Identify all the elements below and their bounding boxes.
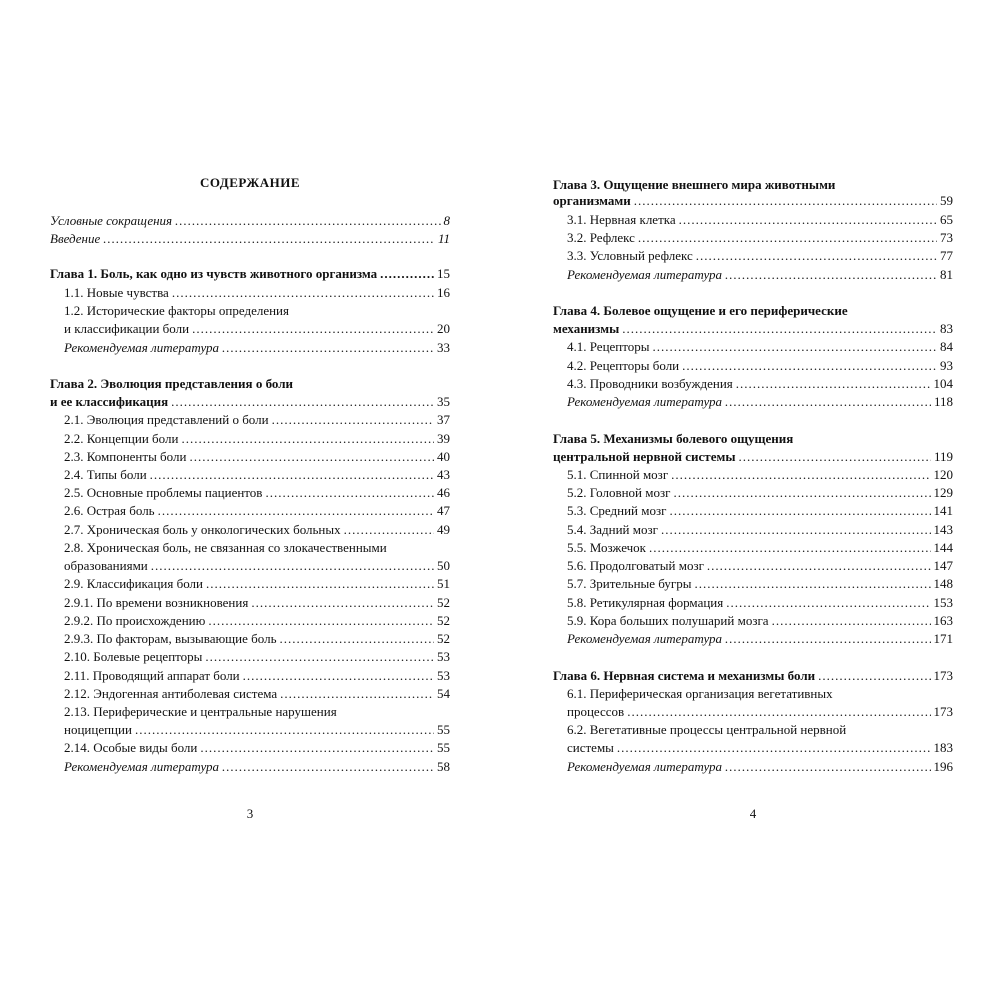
toc-entry: 5.9. Кора больших полушарий мозга ..... 163 [567,612,953,630]
toc-entry: 1.1. Новые чувства ..... 16 [64,284,450,302]
toc-entry: 5.5. Мозжечок ..... 144 [567,539,953,557]
chapter-5-heading: Глава 5. Механизмы болевого ощущения [553,431,794,446]
recommended-literature: Рекомендуемая литература ..... 171 [567,630,953,648]
chapter-5-heading-cont: центральной нервной системы ..... 119 [553,448,953,466]
recommended-literature: Рекомендуемая литература ..... 118 [567,393,953,411]
toc-entry: 2.7. Хроническая боль у онкологических больных ..... 49 [64,521,450,539]
toc-entry: 2.9.1. По времени возникновения ..... 52 [64,594,450,612]
chapter-3-heading-cont: организмами ..... 59 [553,192,953,210]
toc-entry: 5.7. Зрительные бугры ..... 148 [567,575,953,593]
toc-entry-line: 6.2. Вегетативные процессы центральной нервной [567,722,847,737]
toc-entry: 5.8. Ретикулярная формация ..... 153 [567,594,953,612]
toc-entry: 4.2. Рецепторы боли ..... 93 [567,357,953,375]
toc-entry-line: 2.13. Периферические и центральные нарушения [64,704,337,719]
toc-entry: 2.4. Типы боли ..... 43 [64,466,450,484]
toc-entry: образованиями ..... 50 [64,557,450,575]
toc-entry: ноцицепции ..... 55 [64,721,450,739]
toc-entry: 4.1. Рецепторы ..... 84 [567,338,953,356]
recommended-literature: Рекомендуемая литература ..... 58 [64,758,450,776]
toc-entry: 2.2. Концепции боли ..... 39 [64,430,450,448]
chapter-4-heading: Глава 4. Болевое ощущение и его периферические [553,303,848,318]
toc-entry-line: 2.8. Хроническая боль, не связанная со злокачественными [64,540,387,555]
toc-entry: 2.14. Особые виды боли ..... 55 [64,739,450,757]
toc-entry: 5.4. Задний мозг ..... 143 [567,521,953,539]
toc-entry: 2.11. Проводящий аппарат боли ..... 53 [64,667,450,685]
toc-entry: 5.1. Спинной мозг ..... 120 [567,466,953,484]
chapter-6-heading: Глава 6. Нервная система и механизмы боли ..... 173 [553,667,953,685]
toc-entry: системы ..... 183 [567,739,953,757]
page-number: 4 [749,806,757,821]
toc-entry: 3.1. Нервная клетка ..... 65 [567,211,953,229]
page-number: 3 [246,806,254,821]
toc-entry: Условные сокращения ..... 8 [50,212,450,230]
toc-entry: 2.9.3. По факторам, вызывающие боль ..... 52 [64,630,450,648]
chapter-3-heading: Глава 3. Ощущение внешнего мира животными [553,177,836,192]
recommended-literature: Рекомендуемая литература ..... 196 [567,758,953,776]
toc-title: СОДЕРЖАНИЕ [199,175,301,190]
toc-entry: 2.5. Основные проблемы пациентов ..... 46 [64,484,450,502]
toc-entry: 3.2. Рефлекс ..... 73 [567,229,953,247]
toc-entry-line: 6.1. Периферическая организация вегетативных [567,686,833,701]
toc-entry: 2.1. Эволюция представлений о боли ..... 37 [64,411,450,429]
toc-entry: 2.10. Болевые рецепторы ..... 53 [64,648,450,666]
toc-entry: Введение ..... 11 [50,230,450,248]
toc-entry: 2.12. Эндогенная антиболевая система ..... 54 [64,685,450,703]
recommended-literature: Рекомендуемая литература ..... 33 [64,339,450,357]
toc-entry: 2.9. Классификация боли ..... 51 [64,575,450,593]
toc-entry: 4.3. Проводники возбуждения ..... 104 [567,375,953,393]
toc-entry: 2.9.2. По происхождению ..... 52 [64,612,450,630]
chapter-2-heading: Глава 2. Эволюция представления о боли [50,376,294,391]
toc-entry: 2.6. Острая боль ..... 47 [64,502,450,520]
toc-entry: процессов ..... 173 [567,703,953,721]
toc-entry: и классификации боли ..... 20 [64,320,450,338]
chapter-1-heading: Глава 1. Боль, как одно из чувств животного организма ..... 15 [50,265,450,283]
toc-entry: 5.2. Головной мозг ..... 129 [567,484,953,502]
toc-entry: 5.6. Продолговатый мозг ..... 147 [567,557,953,575]
toc-entry: 3.3. Условный рефлекс ..... 77 [567,247,953,265]
toc-entry: 5.3. Средний мозг ..... 141 [567,502,953,520]
chapter-4-heading-cont: механизмы ..... 83 [553,320,953,338]
recommended-literature: Рекомендуемая литература ..... 81 [567,266,953,284]
toc-entry-line: 1.2. Исторические факторы определения [64,303,289,318]
chapter-2-heading-cont: и ее классификация ..... 35 [50,393,450,411]
toc-entry: 2.3. Компоненты боли ..... 40 [64,448,450,466]
